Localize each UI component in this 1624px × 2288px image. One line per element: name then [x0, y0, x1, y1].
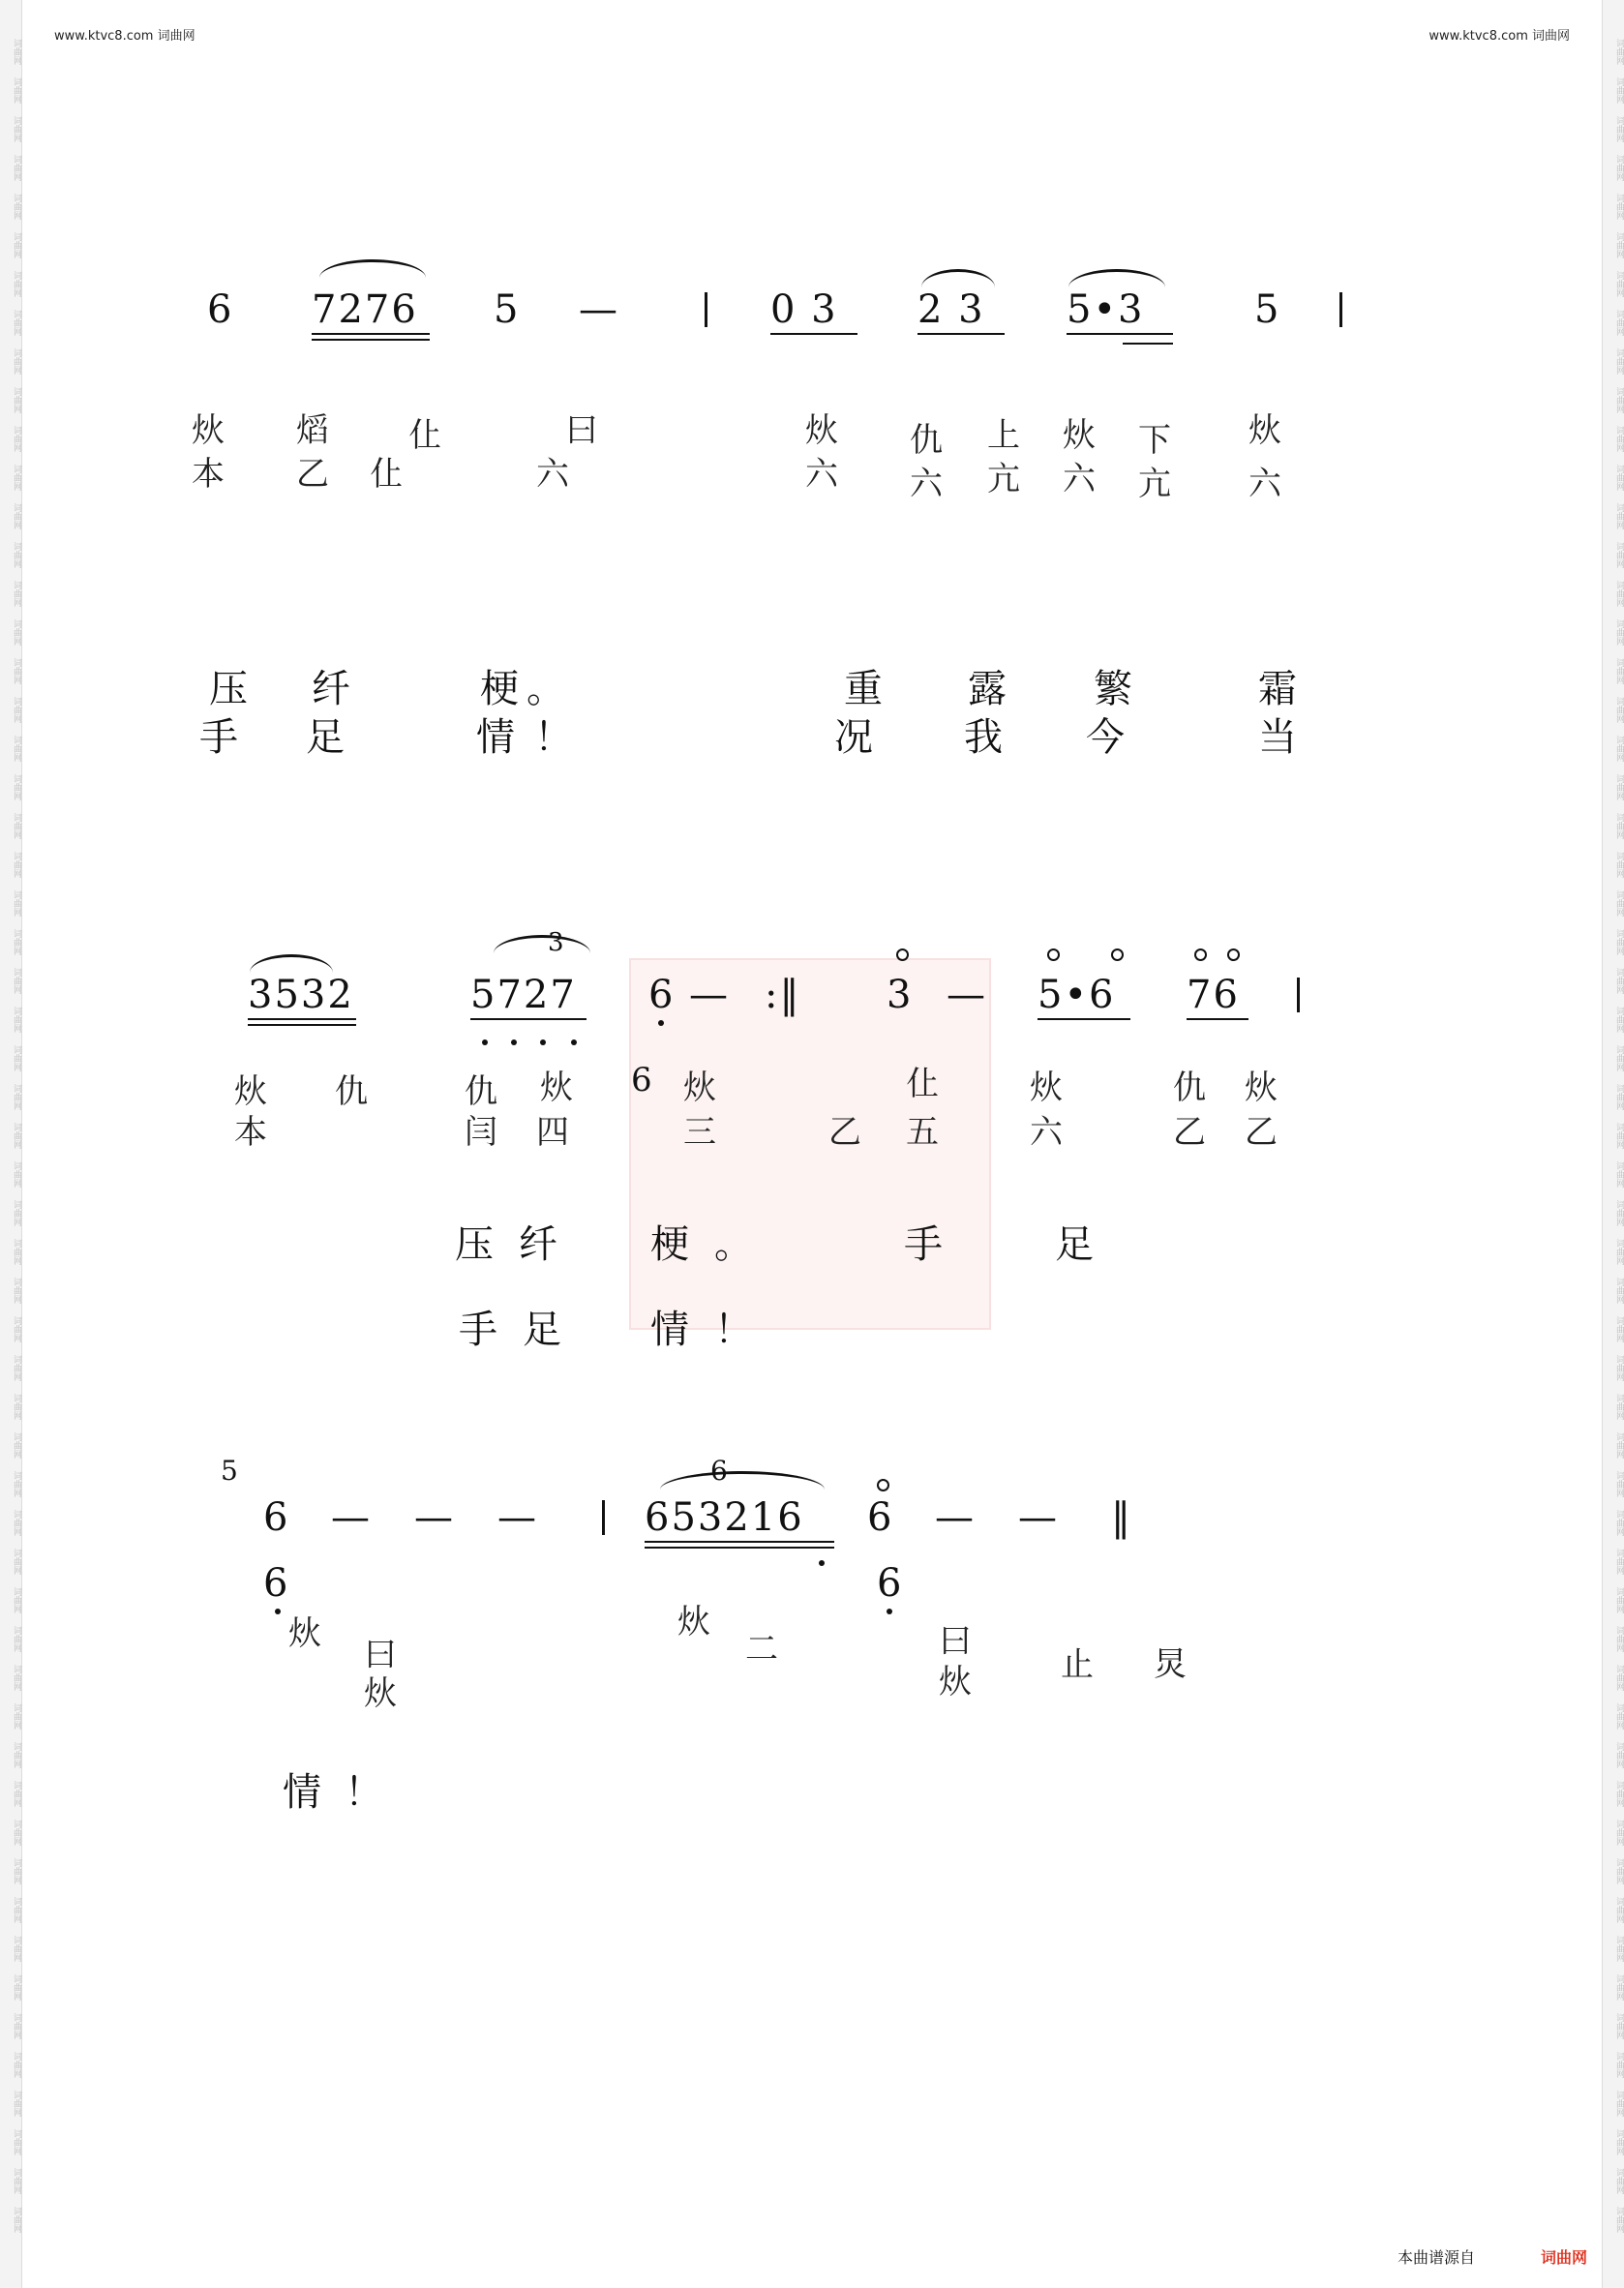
sidebar-watermark-text: 词曲网 [1614, 39, 1624, 65]
gongche-mark: 炅 [1154, 1645, 1187, 1684]
final-barline: ‖ [1111, 1495, 1132, 1540]
beam-line [645, 1547, 834, 1549]
sidebar-watermark-text: 词曲网 [12, 1394, 21, 1420]
sidebar-watermark-text: 词曲网 [12, 2129, 21, 2155]
sidebar-watermark-text: 词曲网 [12, 697, 21, 723]
lower-note: 6 [263, 1561, 290, 1606]
sidebar-watermark-text: 词曲网 [1614, 813, 1624, 839]
sidebar-watermark-text: 词曲网 [12, 2207, 21, 2233]
sidebar-watermark-text: 词曲网 [1614, 1703, 1624, 1730]
slur [1068, 269, 1165, 287]
gongche-mark: 六 [805, 455, 838, 494]
sidebar-watermark-text: 词曲网 [12, 1820, 21, 1846]
sidebar-watermark-text: 词曲网 [1614, 387, 1624, 413]
sidebar-watermark-text: 词曲网 [12, 1316, 21, 1342]
gongche-mark: 亢 [987, 460, 1020, 498]
lyric-char: ！ [534, 715, 573, 760]
sidebar-watermark-text: 词曲网 [12, 774, 21, 800]
gongche-mark: 乙 [828, 1113, 861, 1152]
lyric-char: 我 [964, 715, 1003, 760]
lyric-char: 况 [834, 715, 873, 760]
gongche-mark: 本 [192, 455, 225, 494]
high-octave-ring [1227, 948, 1240, 961]
beam-line [312, 333, 430, 335]
note-group: 0 3 [770, 287, 838, 332]
sidebar-watermark-text: 词曲网 [1614, 2091, 1624, 2117]
sidebar-watermark-text: 词曲网 [12, 1858, 21, 1884]
beam-line [248, 1024, 356, 1026]
sidebar-watermark-text: 词曲网 [12, 890, 21, 917]
note: 5 [494, 287, 521, 332]
sidebar-watermark-text: 词曲网 [1614, 77, 1624, 104]
sidebar-watermark-text: 词曲网 [1614, 890, 1624, 917]
low-octave-dot [482, 1039, 488, 1045]
lyric-char: 露 [968, 667, 1007, 711]
sidebar-watermark-text: 词曲网 [1614, 1239, 1624, 1265]
gongche-mark: 仇 [465, 1072, 497, 1111]
sidebar-watermark-text: 词曲网 [1614, 1626, 1624, 1652]
sidebar-watermark-text: 词曲网 [1614, 619, 1624, 646]
sidebar-watermark-text: 词曲网 [1614, 194, 1624, 220]
sidebar-watermark-text: 词曲网 [12, 968, 21, 994]
lyric-char: 梗 [480, 667, 519, 711]
high-octave-ring [896, 948, 909, 961]
sidebar-watermark-text: 词曲网 [1614, 1549, 1624, 1575]
beam-line [917, 333, 1005, 335]
sidebar-watermark-text: 词曲网 [12, 1626, 21, 1652]
beam-line [312, 339, 430, 341]
lyric-char: 情 [283, 1770, 321, 1815]
high-octave-ring [877, 1479, 889, 1491]
sidebar-watermark-text: 词曲网 [1614, 2129, 1624, 2155]
sidebar-watermark-text: 词曲网 [12, 116, 21, 142]
low-octave-dot [511, 1039, 517, 1045]
lyric-char: 纤 [312, 667, 350, 711]
gongche-mark: 仇 [910, 421, 943, 460]
gongche-mark: 下 [1138, 421, 1171, 460]
sidebar-watermark-text: 词曲网 [1614, 1161, 1624, 1188]
lyric-char: ！ [345, 1770, 383, 1815]
gongche-mark: 炏 [1248, 411, 1281, 450]
sidebar-watermark-text: 词曲网 [12, 1432, 21, 1459]
note-group: 653216 [645, 1495, 804, 1540]
lyric-char: 手 [199, 715, 238, 760]
gongche-mark: 炏 [1063, 416, 1096, 455]
gongche-mark: 曰 [565, 411, 598, 450]
beam-line [1187, 1018, 1248, 1020]
low-octave-dot [658, 1020, 664, 1026]
lyric-char: 霜 [1258, 667, 1297, 711]
sidebar-watermark-text: 词曲网 [1614, 503, 1624, 529]
gongche-mark: 止 [1061, 1645, 1094, 1684]
sidebar-watermark-text: 词曲网 [1614, 271, 1624, 297]
sidebar-watermark-text: 词曲网 [1614, 232, 1624, 258]
low-octave-dot [540, 1039, 546, 1045]
sidebar-watermark-text: 词曲网 [12, 1665, 21, 1691]
beam-line [1123, 343, 1173, 345]
gongche-mark: 仩 [906, 1065, 939, 1103]
sidebar-watermark-text: 词曲网 [1614, 1587, 1624, 1613]
sidebar-watermark-text: 词曲网 [12, 271, 21, 297]
sidebar-watermark-text: 词曲网 [1614, 116, 1624, 142]
low-octave-dot [275, 1609, 281, 1614]
sidebar-watermark-text: 词曲网 [1614, 1123, 1624, 1149]
sidebar-watermark-text: 词曲网 [12, 1974, 21, 2001]
gongche-mark: 六 [1248, 465, 1281, 503]
sidebar-watermark-text: 词曲网 [1614, 1510, 1624, 1536]
sidebar-watermark-text: 词曲网 [12, 1355, 21, 1381]
barline [602, 1500, 605, 1535]
note-group: 5727 [470, 973, 577, 1017]
sidebar-watermark-text: 词曲网 [12, 2091, 21, 2117]
sidebar-watermark-text: 词曲网 [1614, 1084, 1624, 1110]
note: 6 [263, 1495, 290, 1540]
barline [1297, 978, 1300, 1012]
gongche-mark: 本 [234, 1113, 267, 1152]
sidebar-watermark-text: 词曲网 [12, 1549, 21, 1575]
beam-line [470, 1018, 586, 1020]
sidebar-watermark-text: 词曲网 [12, 1123, 21, 1149]
gongche-mark: 炏 [805, 411, 838, 450]
header-left-site: www.ktvc8.com 词曲网 [54, 29, 195, 44]
sidebar-watermark-text: 词曲网 [1614, 2052, 1624, 2078]
sidebar-watermark-text: 词曲网 [1614, 1936, 1624, 1962]
sidebar-watermark-text: 词曲网 [1614, 581, 1624, 607]
slur [319, 259, 426, 278]
sidebar-watermark-text: 词曲网 [1614, 1820, 1624, 1846]
dash: — [579, 287, 619, 332]
lyric-char: 。 [714, 1222, 753, 1267]
sidebar-watermark-text: 词曲网 [1614, 929, 1624, 955]
sidebar-watermark-text: 词曲网 [12, 194, 21, 220]
sidebar-watermark-text: 词曲网 [1614, 1858, 1624, 1884]
sidebar-watermark-text: 词曲网 [12, 542, 21, 568]
sidebar-watermark-text: 词曲网 [12, 39, 21, 65]
dash: — [947, 973, 987, 1017]
gongche-mark: 仇 [1173, 1069, 1206, 1107]
low-octave-dot [819, 1560, 825, 1566]
gongche-mark: 亢 [1138, 465, 1171, 503]
gongche-mark: 炏 [677, 1603, 710, 1641]
sidebar-watermark-text: 词曲网 [1614, 736, 1624, 762]
sidebar-watermark-text: 词曲网 [1614, 1394, 1624, 1420]
high-octave-ring [1047, 948, 1060, 961]
gongche-mark: 仇 [335, 1072, 368, 1111]
lyric-char: 压 [209, 667, 248, 711]
lyric-char: 今 [1086, 715, 1125, 760]
lower-note: 6 [877, 1561, 904, 1606]
sidebar-watermark-text: 词曲网 [12, 1007, 21, 1033]
sidebar-watermark-text: 词曲网 [1614, 1665, 1624, 1691]
sidebar-watermark-text: 词曲网 [1614, 348, 1624, 375]
gongche-mark: 仩 [408, 416, 441, 455]
gongche-mark: 炏 [683, 1069, 716, 1107]
footer-brand-link[interactable]: 词曲网 [1541, 2248, 1588, 2267]
sidebar-watermark-text: 词曲网 [12, 1471, 21, 1497]
low-octave-dot [571, 1039, 577, 1045]
sidebar-watermark-text: 词曲网 [1614, 1045, 1624, 1071]
lyric-char: 重 [844, 667, 883, 711]
gongche-mark: 上 [987, 416, 1020, 455]
beam-line [1038, 1018, 1130, 1020]
upper-note: 6 [710, 1455, 730, 1487]
sidebar-watermark-text: 词曲网 [12, 852, 21, 878]
sidebar-watermark-text: 词曲网 [1614, 1471, 1624, 1497]
sidebar-watermark-text: 词曲网 [1614, 1742, 1624, 1768]
gongche-mark: 仩 [370, 455, 403, 494]
gongche-mark: 炏 [1245, 1069, 1278, 1107]
slur [494, 935, 590, 953]
note-group: 2 3 [917, 287, 985, 332]
sidebar-watermark-text: 词曲网 [1614, 155, 1624, 181]
slur [660, 1471, 825, 1490]
gongche-mark: 乙 [296, 455, 329, 494]
sidebar-watermark-text: 词曲网 [12, 1510, 21, 1536]
note: 6 [207, 287, 234, 332]
gongche-mark: 二 [745, 1630, 778, 1669]
dash: — [497, 1495, 538, 1540]
note-group: 3532 [248, 973, 354, 1017]
dash: — [935, 1495, 976, 1540]
lyric-char: 足 [523, 1308, 561, 1352]
lyric-char: 情 [476, 715, 515, 760]
lyric-char: 当 [1258, 715, 1297, 760]
gongche-mark: 三 [683, 1113, 716, 1152]
sidebar-watermark-text: 词曲网 [12, 1897, 21, 1923]
sidebar-watermark-text: 词曲网 [1614, 1007, 1624, 1033]
sidebar-watermark-text: 词曲网 [1614, 2207, 1624, 2233]
sidebar-watermark-text: 词曲网 [12, 387, 21, 413]
lyric-char: ！ [714, 1308, 753, 1352]
gongche-mark: 六 [1030, 1113, 1063, 1152]
slur [921, 269, 995, 287]
dash: — [689, 973, 730, 1017]
slur [250, 954, 333, 973]
high-octave-ring [1111, 948, 1124, 961]
footer-source-label: 本曲谱源自 [1398, 2248, 1476, 2267]
gongche-mark: 炏 [288, 1614, 321, 1653]
gongche-mark: 六 [910, 465, 943, 503]
sidebar-watermark-text: 词曲网 [12, 1742, 21, 1768]
sidebar-watermark-text: 词曲网 [12, 929, 21, 955]
beam-line [248, 1018, 356, 1020]
sidebar-watermark-text: 词曲网 [12, 2013, 21, 2039]
gongche-mark: 炏 [234, 1072, 267, 1111]
note: 6 [648, 973, 676, 1017]
dash: — [331, 1495, 372, 1540]
lyric-char: 情 [650, 1308, 689, 1352]
sidebar-watermark-text: 词曲网 [1614, 1355, 1624, 1381]
sidebar-watermark-text: 词曲网 [1614, 1432, 1624, 1459]
sidebar-watermark-text: 词曲网 [12, 310, 21, 336]
sidebar-watermark-text: 词曲网 [12, 155, 21, 181]
gongche-mark: 炏 [540, 1069, 573, 1107]
gongche-mark: 乙 [1173, 1113, 1206, 1152]
header-right-site: www.ktvc8.com 词曲网 [1429, 29, 1570, 44]
sidebar-watermark-text: 词曲网 [1614, 1316, 1624, 1342]
sidebar-watermark-text: 词曲网 [12, 348, 21, 375]
sidebar-watermark-text: 词曲网 [1614, 1781, 1624, 1807]
beam-line [645, 1541, 834, 1543]
high-octave-ring [1194, 948, 1207, 961]
sidebar-watermark-text: 词曲网 [12, 232, 21, 258]
gongche-mark: 六 [1063, 460, 1096, 498]
gongche-mark: 曰 [364, 1636, 397, 1674]
sidebar-watermark-text: 词曲网 [1614, 1974, 1624, 2001]
sidebar-watermark-text: 词曲网 [1614, 1278, 1624, 1304]
barline [705, 292, 707, 327]
lyric-char: 梗 [650, 1222, 689, 1267]
sidebar-watermark-text: 词曲网 [12, 465, 21, 491]
sidebar-watermark-text: 词曲网 [1614, 658, 1624, 684]
note-group: 5•3 [1067, 287, 1145, 332]
sidebar-watermark-text: 词曲网 [1614, 774, 1624, 800]
triplet-mark: 3 [548, 928, 566, 957]
sidebar-watermark-text: 词曲网 [12, 2052, 21, 2078]
sidebar-watermark-text: 词曲网 [12, 1200, 21, 1226]
note: 3 [887, 973, 914, 1017]
sidebar-watermark-text: 词曲网 [12, 581, 21, 607]
sidebar-watermark-text: 词曲网 [12, 658, 21, 684]
sidebar-watermark-text: 词曲网 [12, 619, 21, 646]
sidebar-watermark-text: 词曲网 [1614, 968, 1624, 994]
sidebar-watermark-text: 词曲网 [1614, 2013, 1624, 2039]
gongche-mark: 闫 [465, 1113, 497, 1152]
lyric-char: 压 [455, 1222, 494, 1267]
side-note: 6 [631, 1061, 654, 1099]
sidebar-watermark-text: 词曲网 [12, 1587, 21, 1613]
sidebar-watermark-text: 词曲网 [12, 1239, 21, 1265]
sidebar-watermark-text: 词曲网 [12, 813, 21, 839]
lyric-char: 手 [459, 1308, 497, 1352]
sidebar-watermark-text: 词曲网 [1614, 1897, 1624, 1923]
dash: — [414, 1495, 455, 1540]
note-group: 76 [1187, 973, 1240, 1017]
sidebar-watermark-text: 词曲网 [12, 503, 21, 529]
grace-note: 5 [221, 1455, 240, 1487]
gongche-mark: 炏 [192, 411, 225, 450]
gongche-mark: 炏 [939, 1663, 972, 1701]
sidebar-watermark-text: 词曲网 [12, 1084, 21, 1110]
sidebar-watermark-text: 词曲网 [12, 426, 21, 452]
sidebar-watermark-text: 词曲网 [12, 1781, 21, 1807]
low-octave-dot [887, 1609, 892, 1614]
lyric-char: 足 [1055, 1222, 1094, 1267]
sidebar-watermark-text: 词曲网 [12, 1703, 21, 1730]
dash: — [1018, 1495, 1059, 1540]
lyric-char: 足 [306, 715, 345, 760]
gongche-mark: 六 [536, 455, 569, 494]
gongche-mark: 四 [536, 1113, 569, 1152]
sidebar-watermark-text: 词曲网 [1614, 852, 1624, 878]
gongche-mark: 五 [906, 1113, 939, 1152]
sidebar-watermark-text: 词曲网 [1614, 426, 1624, 452]
sidebar-watermark-text: 词曲网 [1614, 1200, 1624, 1226]
sidebar-watermark-text: 词曲网 [12, 1278, 21, 1304]
sidebar-watermark-text: 词曲网 [12, 77, 21, 104]
sidebar-watermark-text: 词曲网 [1614, 465, 1624, 491]
note: 5 [1254, 287, 1281, 332]
sidebar-watermark-text: 词曲网 [1614, 2168, 1624, 2194]
lyric-char: 繁 [1094, 667, 1132, 711]
note-group: 7276 [312, 287, 418, 332]
sidebar-watermark-text: 词曲网 [12, 736, 21, 762]
beam-line [1067, 333, 1173, 335]
gongche-mark: 曰 [939, 1622, 972, 1661]
gongche-mark: 炏 [1030, 1069, 1063, 1107]
sidebar-watermark-text: 词曲网 [1614, 542, 1624, 568]
note-group: 5•6 [1038, 973, 1116, 1017]
repeat-sign: :‖ [765, 973, 801, 1017]
gongche-mark: 炏 [364, 1674, 397, 1713]
gongche-mark: 熖 [296, 411, 329, 450]
sidebar-watermark-text: 词曲网 [1614, 697, 1624, 723]
note: 6 [867, 1495, 894, 1540]
lyric-char: 手 [904, 1222, 943, 1267]
sidebar-watermark-text: 词曲网 [12, 1161, 21, 1188]
sidebar-watermark-text: 词曲网 [12, 2168, 21, 2194]
lyric-char: 纤 [519, 1222, 557, 1267]
sidebar-watermark-text: 词曲网 [12, 1936, 21, 1962]
gongche-mark: 乙 [1245, 1113, 1278, 1152]
beam-line [770, 333, 857, 335]
sidebar-watermark-text: 词曲网 [12, 1045, 21, 1071]
sidebar-watermark-text: 词曲网 [1614, 310, 1624, 336]
barline [1339, 292, 1342, 327]
lyric-char: 。 [526, 667, 565, 711]
